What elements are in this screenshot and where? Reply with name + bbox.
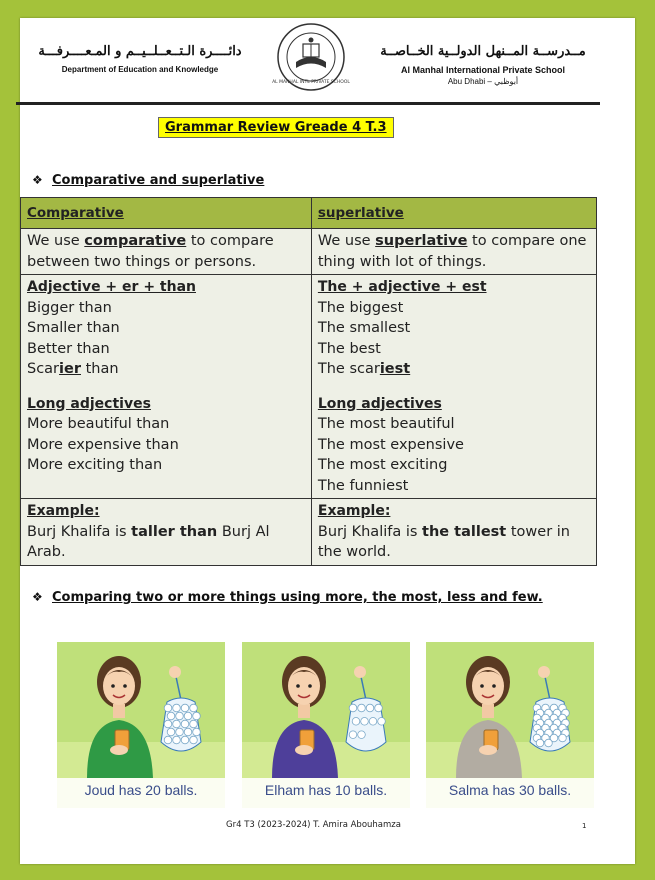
- superlative-forms-cell: [311, 275, 596, 499]
- comparative-usage-cell: [21, 229, 312, 275]
- girl-with-balls-illustration: [242, 642, 410, 778]
- usage-keyword: comparative: [84, 233, 187, 249]
- comparative-rule: Adjective + er + than: [27, 279, 196, 295]
- ball-shape: [190, 720, 198, 728]
- grammar-table: [20, 197, 597, 566]
- hand-shape: [110, 745, 128, 755]
- ball-shape: [173, 736, 181, 744]
- list-item: More beautiful than: [27, 416, 170, 432]
- eye-shape: [480, 684, 484, 688]
- ball-shape: [164, 704, 172, 712]
- word-suffix: iest: [379, 361, 411, 377]
- ball-shape: [173, 720, 181, 728]
- footer-credit: Gr4 T3 (2023-2024) T. Amira Abouhamza: [226, 820, 401, 830]
- list-item: More exciting than: [27, 457, 163, 473]
- page-number: 1: [582, 822, 587, 830]
- ball-shape: [176, 712, 184, 720]
- table-row-example: [21, 499, 597, 566]
- comparative-forms-cell: [21, 275, 312, 499]
- example-text: Burj Al Arab.: [27, 523, 270, 560]
- ball-shape: [173, 704, 181, 712]
- diamond-bullet-icon: ❖: [32, 173, 43, 187]
- face-shape: [472, 667, 504, 705]
- hand-shape: [479, 745, 497, 755]
- hand-shape: [354, 666, 366, 678]
- section-heading-comparing: [32, 590, 543, 605]
- ball-shape: [536, 739, 544, 747]
- ball-shape: [167, 728, 175, 736]
- long-adjectives-heading: Long adjectives: [317, 395, 442, 412]
- ball-shape: [164, 736, 172, 744]
- ball-shape: [181, 704, 189, 712]
- list-item: Better than: [27, 340, 110, 357]
- list-item: More expensive than: [27, 436, 179, 453]
- picture-caption: Elham has 10 balls.: [264, 782, 388, 798]
- face-shape: [288, 667, 320, 705]
- column-header-superlative: superlative: [311, 198, 596, 229]
- school-city: Abu Dhabi – أبوظبي: [447, 77, 519, 86]
- face-shape: [103, 667, 135, 705]
- ball-shape: [164, 720, 172, 728]
- picture-caption: Salma has 30 balls.: [448, 782, 572, 798]
- neck-shape: [113, 704, 125, 718]
- example-keyword: the tallest: [422, 523, 507, 540]
- worksheet-title: Grammar Review Greade 4 T.3: [158, 117, 394, 138]
- list-item: [318, 359, 590, 380]
- ball-shape: [181, 720, 189, 728]
- department-name-arabic: دائــــرة الـتــعــلــيــم و المـعــــرفـــة: [38, 44, 242, 59]
- ball-shape: [378, 718, 386, 726]
- girl-with-balls-illustration: [57, 642, 225, 778]
- hand-shape: [295, 745, 313, 755]
- ball-shape: [352, 718, 360, 726]
- list-item: The funniest: [317, 477, 409, 494]
- superlative-example-cell: [311, 499, 596, 566]
- girl-with-balls-illustration: [426, 642, 594, 778]
- ball-shape: [190, 736, 198, 744]
- header-divider: [16, 102, 600, 105]
- ball-shape: [167, 712, 175, 720]
- picture-card-salma: [426, 642, 594, 808]
- ball-shape: [181, 736, 189, 744]
- comparative-example-cell: [21, 499, 312, 566]
- ball-shape: [349, 704, 357, 712]
- example-heading: Example:: [27, 503, 100, 519]
- ball-shape: [349, 731, 357, 739]
- word-stem: Scar: [27, 361, 60, 377]
- school-name-english: Al Manhal International Private School: [400, 65, 566, 75]
- department-name-english: Department of Education and Knowledge: [61, 65, 219, 74]
- ball-shape: [184, 712, 192, 720]
- section-heading-text: Comparative and superlative: [52, 173, 265, 188]
- example-text: tower in the world.: [317, 523, 570, 560]
- usage-text: We use: [27, 233, 85, 249]
- word-rest: than: [81, 361, 119, 377]
- example-text: Burj Khalifa is: [27, 523, 132, 540]
- picture-caption: Joud has 20 balls.: [84, 782, 198, 798]
- word-suffix: ier: [59, 361, 81, 377]
- school-logo: [272, 22, 350, 92]
- school-name-arabic: مــدرســة المــنهل الدولــية الخــاصــة: [380, 44, 586, 59]
- table-row-usage: [21, 229, 597, 275]
- superlative-usage-cell: [311, 229, 596, 275]
- list-item: [27, 359, 305, 380]
- picture-card-elham: [242, 642, 410, 808]
- list-item: The best: [317, 340, 381, 357]
- ball-shape: [176, 728, 184, 736]
- example-text: Burj Khalifa is: [317, 523, 423, 540]
- list-item: The smallest: [317, 320, 411, 336]
- table-row-forms: [21, 275, 597, 499]
- list-item: The most beautiful: [317, 416, 455, 432]
- list-item: The most expensive: [317, 436, 464, 453]
- hand-shape: [169, 666, 181, 678]
- list-item: The most exciting: [317, 457, 448, 473]
- eye-shape: [111, 684, 115, 688]
- usage-text: to compare between two things or persons.: [27, 233, 274, 270]
- ball-shape: [190, 704, 198, 712]
- logo-text: AL MANHAL INTL PRIVATE SCHOOL: [272, 80, 350, 85]
- ball-shape: [375, 704, 383, 712]
- word-stem: The scar: [317, 361, 380, 377]
- ball-shape: [193, 712, 201, 720]
- eye-shape: [123, 684, 127, 688]
- ball-shape: [193, 728, 201, 736]
- picture-card-joud: [57, 642, 225, 808]
- list-item: The biggest: [317, 299, 404, 316]
- diamond-bullet-icon: ❖: [32, 590, 43, 604]
- ball-shape: [369, 718, 377, 726]
- column-header-comparative: Comparative: [21, 198, 312, 229]
- ball-shape: [358, 704, 366, 712]
- usage-text: to compare one thing with lot of things.: [317, 233, 587, 270]
- ball-shape: [358, 731, 366, 739]
- neck-shape: [298, 704, 310, 718]
- ball-shape: [545, 739, 553, 747]
- table-header-row: [21, 198, 597, 229]
- ball-shape: [366, 704, 374, 712]
- school-header: [368, 44, 598, 86]
- usage-text: We use: [317, 233, 376, 249]
- usage-keyword: superlative: [375, 233, 468, 249]
- neck-shape: [482, 704, 494, 718]
- example-keyword: taller than: [131, 523, 218, 540]
- ball-shape: [361, 718, 369, 726]
- eye-shape: [492, 684, 496, 688]
- list-item: Smaller than: [27, 320, 120, 336]
- department-header: [20, 44, 260, 74]
- ball-shape: [184, 728, 192, 736]
- eye-shape: [308, 684, 312, 688]
- example-heading: Example:: [317, 503, 391, 519]
- superlative-rule: The + adjective + est: [317, 279, 487, 295]
- hand-shape: [538, 666, 550, 678]
- ball-shape: [559, 734, 567, 742]
- eye-shape: [296, 684, 300, 688]
- list-item: Bigger than: [27, 299, 112, 316]
- section-heading-comparative: [32, 173, 264, 188]
- section-heading-text: Comparing two or more things using more, the most, less and few.: [52, 590, 543, 605]
- long-adjectives-heading: Long adjectives: [27, 395, 151, 412]
